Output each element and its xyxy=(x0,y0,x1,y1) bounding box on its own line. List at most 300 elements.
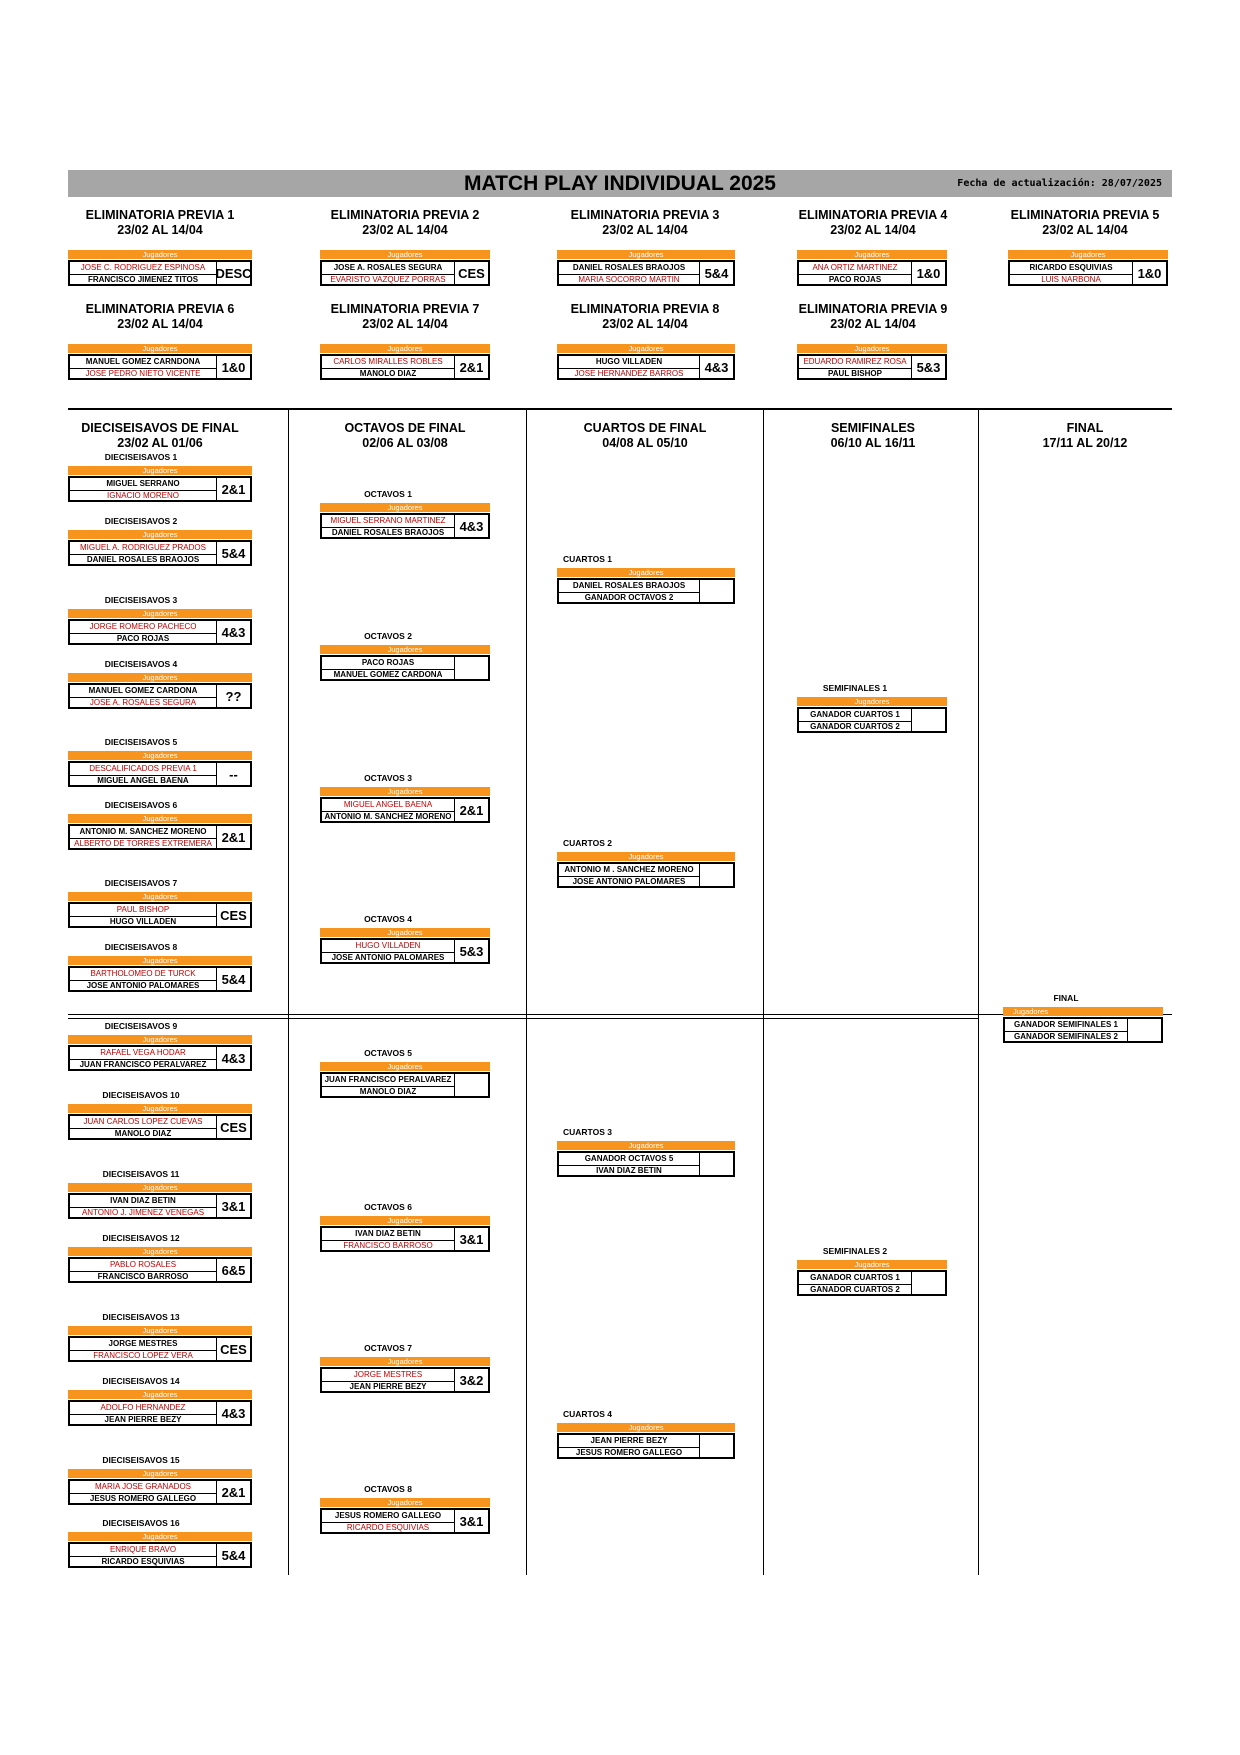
dieciseisavos-match xyxy=(68,956,252,992)
player-2: MARIA SOCORRO MARTIN xyxy=(578,275,680,284)
player-1: GANADOR CUARTOS 1 xyxy=(799,709,911,722)
match-result xyxy=(1127,1019,1161,1041)
players-header: Jugadores xyxy=(68,956,252,965)
players-header: Jugadores xyxy=(320,1062,490,1071)
previa-dates: 23/02 AL 14/04 xyxy=(362,317,448,331)
dieciseisavos-match xyxy=(68,892,252,928)
cuartos-match xyxy=(557,1141,735,1177)
match-result: CES xyxy=(216,1338,250,1360)
match-body xyxy=(557,260,735,286)
match-result: 5&4 xyxy=(216,542,250,564)
match-body xyxy=(68,761,252,787)
round-title: DIECISEISAVOS DE FINAL xyxy=(81,421,239,435)
match-body xyxy=(320,1226,490,1252)
round-match-label: SEMIFINALES 2 xyxy=(822,1246,888,1256)
match-body xyxy=(68,1479,252,1505)
previas-match xyxy=(557,250,735,286)
player-1: JUAN FRANCISCO PERALVAREZ xyxy=(322,1074,454,1087)
round-match-label: DIECISEISAVOS 12 xyxy=(102,1233,180,1243)
previa-title: ELIMINATORIA PREVIA 3 xyxy=(570,208,720,222)
match-body xyxy=(320,655,490,681)
previa-dates: 23/02 AL 14/04 xyxy=(117,317,203,331)
player-2: FRANCISCO LOPEZ VERA xyxy=(93,1351,193,1360)
player-2: IGNACIO MORENO xyxy=(106,491,179,500)
match-body xyxy=(68,1193,252,1219)
dieciseisavos-match xyxy=(68,530,252,566)
octavos-match xyxy=(320,1357,490,1393)
round-dates: 04/08 AL 05/10 xyxy=(602,436,688,450)
previa-title: ELIMINATORIA PREVIA 8 xyxy=(570,302,720,316)
player-1: JESUS ROMERO GALLEGO xyxy=(322,1510,454,1523)
match-body xyxy=(1008,260,1168,286)
round-match-label: DIECISEISAVOS 1 xyxy=(104,452,178,462)
round-match-label: OCTAVOS 8 xyxy=(364,1484,412,1494)
round-match-label: DIECISEISAVOS 3 xyxy=(104,595,178,605)
player-1: MIGUEL SERRANO xyxy=(70,478,216,491)
player-1: DESCALIFICADOS PREVIA 1 xyxy=(70,763,216,776)
octavos-match xyxy=(320,1498,490,1534)
match-result xyxy=(699,1435,733,1457)
dieciseisavos-match xyxy=(68,1247,252,1283)
players-header: Jugadores xyxy=(68,1247,252,1256)
round-title: OCTAVOS DE FINAL xyxy=(344,421,466,435)
match-body xyxy=(557,1151,735,1177)
players-header: Jugadores xyxy=(68,1326,252,1335)
players-header: Jugadores xyxy=(557,852,735,861)
match-body xyxy=(320,513,490,539)
match-body xyxy=(68,1542,252,1568)
octavos-match xyxy=(320,1062,490,1098)
round-dates: 02/06 AL 03/08 xyxy=(362,436,448,450)
player-2: MANOLO DIAZ xyxy=(114,1129,172,1138)
match-result: 1&0 xyxy=(216,356,250,378)
player-1: ANTONIO M . SANCHEZ MORENO xyxy=(559,864,699,877)
player-2: FRANCISCO BARROSO xyxy=(97,1272,189,1281)
players-header: Jugadores xyxy=(320,787,490,796)
octavos-match xyxy=(320,928,490,964)
previas-match xyxy=(68,250,252,286)
dieciseisavos-match xyxy=(68,1035,252,1071)
players-header: Jugadores xyxy=(68,530,252,539)
player-1: GANADOR SEMIFINALES 1 xyxy=(1005,1019,1127,1032)
round-match-label: DIECISEISAVOS 15 xyxy=(102,1455,180,1465)
semis-match xyxy=(797,1260,947,1296)
players-header: Jugadores xyxy=(557,568,735,577)
match-result: 5&4 xyxy=(216,968,250,990)
player-2: JOSE A. ROSALES SEGURA xyxy=(89,698,197,707)
players-header: Jugadores xyxy=(557,344,735,353)
player-2: JOSE ANTONIO PALOMARES xyxy=(86,981,200,990)
player-1: JOSE C. RODRIGUEZ ESPINOSA xyxy=(70,262,216,275)
round-match-label: DIECISEISAVOS 10 xyxy=(102,1090,180,1100)
player-2: JEAN PIERRE BEZY xyxy=(349,1382,427,1391)
player-1: JORGE ROMERO PACHECO xyxy=(70,621,216,634)
match-body xyxy=(320,1072,490,1098)
player-2: JOSE ANTONIO PALOMARES xyxy=(331,953,445,962)
round-match-label: DIECISEISAVOS 2 xyxy=(104,516,178,526)
match-result: 4&3 xyxy=(216,621,250,643)
match-body xyxy=(320,354,490,380)
round-match-label: DIECISEISAVOS 13 xyxy=(102,1312,180,1322)
player-1: MANUEL GOMEZ CARNDONA xyxy=(70,356,216,369)
match-result: 2&1 xyxy=(216,1481,250,1503)
players-header: Jugadores xyxy=(320,1216,490,1225)
cuartos-match xyxy=(557,1423,735,1459)
players-header: Jugadores xyxy=(557,1423,735,1432)
match-result: 4&3 xyxy=(216,1047,250,1069)
players-header: Jugadores xyxy=(320,645,490,654)
players-header: Jugadores xyxy=(68,1104,252,1113)
round-match-label: SEMIFINALES 1 xyxy=(822,683,888,693)
match-result: CES xyxy=(454,262,488,284)
player-2: PAUL BISHOP xyxy=(828,369,882,378)
player-2: JEAN PIERRE BEZY xyxy=(104,1415,182,1424)
match-body xyxy=(320,260,490,286)
previa-title: ELIMINATORIA PREVIA 1 xyxy=(85,208,235,222)
player-2: MANOLO DIAZ xyxy=(359,369,417,378)
player-1: JUAN CARLOS LOPEZ CUEVAS xyxy=(70,1116,216,1129)
player-1: MANUEL GOMEZ CARDONA xyxy=(70,685,216,698)
player-1: JORGE MESTRES xyxy=(70,1338,216,1351)
player-2: GANADOR CUARTOS 2 xyxy=(810,1285,900,1294)
match-result: 1&0 xyxy=(911,262,945,284)
round-dates: 17/11 AL 20/12 xyxy=(1042,436,1128,450)
player-1: ADOLFO HERNANDEZ xyxy=(70,1402,216,1415)
dieciseisavos-match xyxy=(68,1390,252,1426)
match-body xyxy=(557,354,735,380)
player-2: EVARISTO VAZQUEZ PORRAS xyxy=(330,275,446,284)
dieciseisavos-match xyxy=(68,466,252,502)
octavos-match xyxy=(320,645,490,681)
players-header: Jugadores xyxy=(320,250,490,259)
round-match-label: DIECISEISAVOS 8 xyxy=(104,942,178,952)
players-header: Jugadores xyxy=(68,1390,252,1399)
match-result: 1&0 xyxy=(1132,262,1166,284)
players-header: Jugadores xyxy=(320,1357,490,1366)
round-match-label: FINAL xyxy=(1053,993,1079,1003)
match-result: ?? xyxy=(216,685,250,707)
match-result xyxy=(699,580,733,602)
round-title: CUARTOS DE FINAL xyxy=(583,421,707,435)
players-header: Jugadores xyxy=(68,1183,252,1192)
match-body xyxy=(68,476,252,502)
match-result xyxy=(911,1272,945,1294)
final-match xyxy=(1003,1007,1163,1043)
player-1: DANIEL ROSALES BRAOJOS xyxy=(559,580,699,593)
player-2: MANOLO DIAZ xyxy=(359,1087,417,1096)
match-result xyxy=(454,1074,488,1096)
player-2: GANADOR SEMIFINALES 2 xyxy=(1013,1032,1118,1041)
players-header: Jugadores xyxy=(68,1035,252,1044)
dieciseisavos-match xyxy=(68,1183,252,1219)
previa-dates: 23/02 AL 14/04 xyxy=(602,317,688,331)
player-2: GANADOR CUARTOS 2 xyxy=(810,722,900,731)
title-bar xyxy=(68,170,1172,197)
player-1: HUGO VILLADEN xyxy=(559,356,699,369)
player-1: RAFAEL VEGA HODAR xyxy=(70,1047,216,1060)
player-2: MIGUEL ANGEL BAENA xyxy=(97,776,189,785)
match-body xyxy=(68,902,252,928)
match-result: 2&1 xyxy=(216,826,250,848)
round-match-label: OCTAVOS 2 xyxy=(364,631,412,641)
player-1: ANTONIO M. SANCHEZ MORENO xyxy=(70,826,216,839)
match-result: 5&3 xyxy=(454,940,488,962)
match-result: 3&1 xyxy=(216,1195,250,1217)
round-match-label: CUARTOS 3 xyxy=(563,1127,612,1137)
players-header: Jugadores xyxy=(68,751,252,760)
player-1: DANIEL ROSALES BRAOJOS xyxy=(559,262,699,275)
player-1: ANA ORTIZ MARTINEZ xyxy=(799,262,911,275)
dieciseisavos-match xyxy=(68,609,252,645)
match-result: 5&4 xyxy=(216,1544,250,1566)
players-header: Jugadores xyxy=(68,609,252,618)
round-match-label: CUARTOS 2 xyxy=(563,838,612,848)
round-match-label: OCTAVOS 3 xyxy=(364,773,412,783)
column-divider xyxy=(763,410,764,1575)
match-result: 2&1 xyxy=(454,356,488,378)
player-2: ANTONIO J. JIMENEZ VENEGAS xyxy=(81,1208,205,1217)
round-match-label: DIECISEISAVOS 7 xyxy=(104,878,178,888)
cuartos-match xyxy=(557,568,735,604)
dieciseisavos-match xyxy=(68,1104,252,1140)
players-header: Jugadores xyxy=(797,250,947,259)
round-match-label: CUARTOS 1 xyxy=(563,554,612,564)
round-match-label: DIECISEISAVOS 11 xyxy=(102,1169,180,1179)
match-body xyxy=(68,354,252,380)
match-body xyxy=(320,1367,490,1393)
round-match-label: OCTAVOS 6 xyxy=(364,1202,412,1212)
match-body xyxy=(68,1400,252,1426)
player-2: JOSE ANTONIO PALOMARES xyxy=(572,877,686,886)
players-header: Jugadores xyxy=(797,344,947,353)
previas-match xyxy=(68,344,252,380)
match-result xyxy=(699,864,733,886)
players-header: Jugadores xyxy=(68,466,252,475)
match-body xyxy=(557,862,735,888)
match-result: 2&1 xyxy=(216,478,250,500)
previa-dates: 23/02 AL 14/04 xyxy=(830,317,916,331)
previa-title: ELIMINATORIA PREVIA 4 xyxy=(798,208,948,222)
player-1: RICARDO ESQUIVIAS xyxy=(1010,262,1132,275)
player-1: PABLO ROSALES xyxy=(70,1259,216,1272)
previa-dates: 23/02 AL 14/04 xyxy=(602,223,688,237)
page-title: MATCH PLAY INDIVIDUAL 2025 xyxy=(464,172,776,195)
player-1: MIGUEL A. RODRIGUEZ PRADOS xyxy=(70,542,216,555)
players-header: Jugadores xyxy=(68,250,252,259)
player-2: GANADOR OCTAVOS 2 xyxy=(584,593,674,602)
match-body xyxy=(320,797,490,823)
player-2: JOSE PEDRO NIETO VICENTE xyxy=(85,369,201,378)
players-header: Jugadores xyxy=(320,503,490,512)
match-result: 4&3 xyxy=(699,356,733,378)
players-header: Jugadores xyxy=(557,250,735,259)
player-2: FRANCISCO JIMENEZ TITOS xyxy=(87,275,199,284)
match-result: 5&3 xyxy=(911,356,945,378)
player-2: RICARDO ESQUIVIAS xyxy=(346,1523,430,1532)
previa-dates: 23/02 AL 14/04 xyxy=(362,223,448,237)
previa-title: ELIMINATORIA PREVIA 6 xyxy=(85,302,235,316)
player-1: MIGUEL SERRANO MARTINEZ xyxy=(322,515,454,528)
player-1: MIGUEL ANGEL BAENA xyxy=(322,799,454,812)
player-1: PACO ROJAS xyxy=(322,657,454,670)
match-result: 4&3 xyxy=(216,1402,250,1424)
players-header: Jugadores xyxy=(68,814,252,823)
section-divider xyxy=(68,408,1172,410)
match-body xyxy=(68,1114,252,1140)
player-1: GANADOR OCTAVOS 5 xyxy=(559,1153,699,1166)
match-result: 3&1 xyxy=(454,1228,488,1250)
column-divider xyxy=(526,410,527,1575)
match-result: 2&1 xyxy=(454,799,488,821)
round-title: SEMIFINALES xyxy=(830,421,916,435)
half-divider xyxy=(68,1018,978,1019)
previa-title: ELIMINATORIA PREVIA 9 xyxy=(798,302,948,316)
previa-title: ELIMINATORIA PREVIA 7 xyxy=(330,302,480,316)
match-result: 5&4 xyxy=(699,262,733,284)
match-body xyxy=(797,354,947,380)
players-header: Jugadores xyxy=(68,892,252,901)
dieciseisavos-match xyxy=(68,673,252,709)
player-2: FRANCISCO BARROSO xyxy=(343,1241,433,1250)
previas-match xyxy=(557,344,735,380)
match-result xyxy=(911,709,945,731)
match-result: 3&1 xyxy=(454,1510,488,1532)
round-title: FINAL xyxy=(1066,421,1104,435)
column-divider xyxy=(978,410,979,1575)
match-body xyxy=(68,1336,252,1362)
match-result: 4&3 xyxy=(454,515,488,537)
round-dates: 23/02 AL 01/06 xyxy=(117,436,203,450)
player-1: PAUL BISHOP xyxy=(70,904,216,917)
match-body xyxy=(68,1257,252,1283)
players-header: Jugadores xyxy=(68,1469,252,1478)
round-match-label: OCTAVOS 1 xyxy=(364,489,412,499)
match-body xyxy=(68,683,252,709)
round-match-label: DIECISEISAVOS 4 xyxy=(104,659,178,669)
player-1: IVAN DIAZ BETIN xyxy=(70,1195,216,1208)
player-2: JUAN FRANCISCO PERALVAREZ xyxy=(79,1060,207,1069)
player-1: JORGE MESTRES xyxy=(322,1369,454,1382)
round-match-label: DIECISEISAVOS 14 xyxy=(102,1376,180,1386)
match-body xyxy=(797,260,947,286)
round-match-label: OCTAVOS 4 xyxy=(364,914,412,924)
players-header: Jugadores xyxy=(320,344,490,353)
match-body xyxy=(68,1045,252,1071)
players-header: Jugadores xyxy=(797,697,947,706)
match-body xyxy=(797,707,947,733)
round-match-label: CUARTOS 4 xyxy=(563,1409,612,1419)
player-1: CARLOS MIRALLES ROBLES xyxy=(322,356,454,369)
match-body xyxy=(68,824,252,850)
round-match-label: OCTAVOS 7 xyxy=(364,1343,412,1353)
player-2: RICARDO ESQUIVIAS xyxy=(101,1557,185,1566)
dieciseisavos-match xyxy=(68,814,252,850)
match-body xyxy=(557,1433,735,1459)
player-2: DANIEL ROSALES BRAOJOS xyxy=(86,555,200,564)
previa-title: ELIMINATORIA PREVIA 2 xyxy=(330,208,480,222)
match-body xyxy=(1003,1017,1163,1043)
player-2: IVAN DIAZ BETIN xyxy=(596,1166,662,1175)
match-result: 6&5 xyxy=(216,1259,250,1281)
octavos-match xyxy=(320,503,490,539)
match-result xyxy=(454,657,488,679)
player-1: HUGO VILLADEN xyxy=(322,940,454,953)
update-date: Fecha de actualización: 28/07/2025 xyxy=(957,178,1162,189)
match-body xyxy=(68,540,252,566)
player-1: BARTHOLOMEO DE TURCK xyxy=(70,968,216,981)
previas-match xyxy=(1008,250,1168,286)
previa-dates: 23/02 AL 14/04 xyxy=(1042,223,1128,237)
round-dates: 06/10 AL 16/11 xyxy=(830,436,916,450)
dieciseisavos-match xyxy=(68,1532,252,1568)
match-result: CES xyxy=(216,904,250,926)
match-body xyxy=(68,619,252,645)
players-header: Jugadores xyxy=(1008,250,1168,259)
players-header: Jugadores xyxy=(1003,1007,1163,1016)
match-body xyxy=(320,938,490,964)
match-body xyxy=(68,966,252,992)
player-2: ANTONIO M. SANCHEZ MORENO xyxy=(324,812,452,821)
octavos-match xyxy=(320,787,490,823)
player-2: JESUS ROMERO GALLEGO xyxy=(89,1494,197,1503)
previa-dates: 23/02 AL 14/04 xyxy=(117,223,203,237)
players-header: Jugadores xyxy=(320,1498,490,1507)
octavos-match xyxy=(320,1216,490,1252)
player-1: GANADOR CUARTOS 1 xyxy=(799,1272,911,1285)
previa-title: ELIMINATORIA PREVIA 5 xyxy=(1010,208,1160,222)
match-result: 3&2 xyxy=(454,1369,488,1391)
previas-match xyxy=(320,250,490,286)
cuartos-match xyxy=(557,852,735,888)
match-result: CES xyxy=(216,1116,250,1138)
match-result: DESC xyxy=(216,262,250,284)
player-2: JESUS ROMERO GALLEGO xyxy=(575,1448,683,1457)
match-body xyxy=(557,578,735,604)
previas-match xyxy=(797,344,947,380)
player-2: MANUEL GOMEZ CARDONA xyxy=(333,670,443,679)
players-header: Jugadores xyxy=(797,1260,947,1269)
dieciseisavos-match xyxy=(68,751,252,787)
previas-match xyxy=(797,250,947,286)
column-divider xyxy=(288,410,289,1575)
round-match-label: OCTAVOS 5 xyxy=(364,1048,412,1058)
round-match-label: DIECISEISAVOS 16 xyxy=(102,1518,180,1528)
player-2: LUIS NARBONA xyxy=(1041,275,1101,284)
semis-match xyxy=(797,697,947,733)
match-result: -- xyxy=(216,763,250,785)
player-1: JEAN PIERRE BEZY xyxy=(559,1435,699,1448)
players-header: Jugadores xyxy=(320,928,490,937)
match-result xyxy=(699,1153,733,1175)
players-header: Jugadores xyxy=(68,1532,252,1541)
player-2: ALBERTO DE TORRES EXTREMERA xyxy=(74,839,212,848)
previas-match xyxy=(320,344,490,380)
players-header: Jugadores xyxy=(68,344,252,353)
player-1: MARIA JOSE GRANADOS xyxy=(70,1481,216,1494)
player-1: EDUARDO RAMIREZ ROSA xyxy=(799,356,911,369)
previa-dates: 23/02 AL 14/04 xyxy=(830,223,916,237)
player-2: PACO ROJAS xyxy=(828,275,882,284)
round-match-label: DIECISEISAVOS 9 xyxy=(104,1021,178,1031)
player-2: PACO ROJAS xyxy=(116,634,170,643)
player-2: DANIEL ROSALES BRAOJOS xyxy=(331,528,445,537)
players-header: Jugadores xyxy=(68,673,252,682)
dieciseisavos-match xyxy=(68,1326,252,1362)
match-body xyxy=(320,1508,490,1534)
round-match-label: DIECISEISAVOS 6 xyxy=(104,800,178,810)
player-1: IVAN DIAZ BETIN xyxy=(322,1228,454,1241)
match-body xyxy=(68,260,252,286)
